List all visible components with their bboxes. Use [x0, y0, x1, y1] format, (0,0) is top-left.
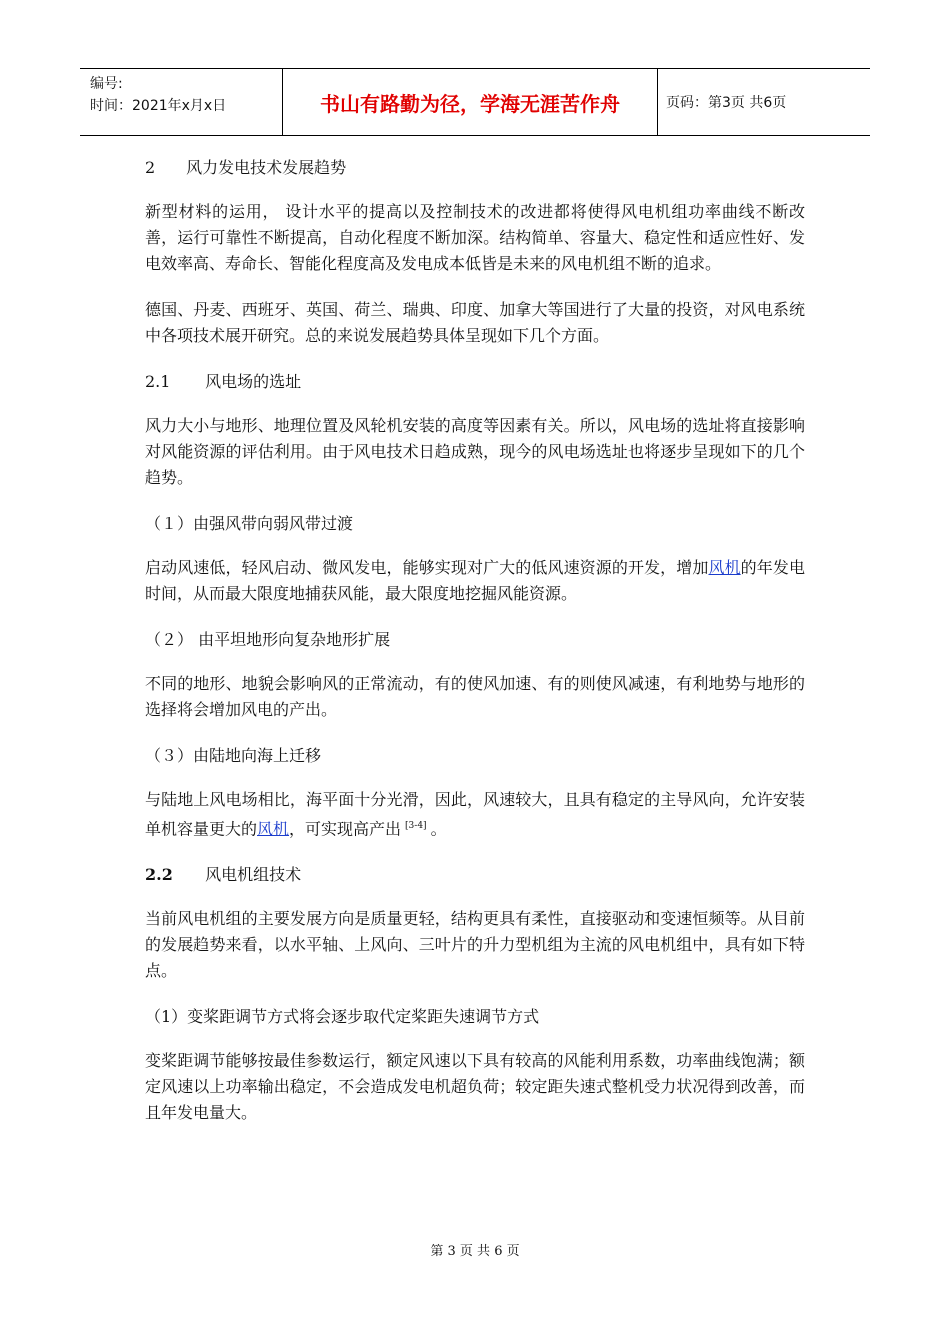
paragraph — [145, 555, 805, 607]
section-title: 风电场的选址 — [205, 372, 302, 391]
list-heading-3: （３）由陆地向海上迁移 — [145, 746, 322, 765]
header-motto: 书山有路勤为径，学海无涯苦作舟 — [282, 69, 658, 135]
text-span: 与陆地上风电场相比，海平面十分光滑，因此，风速较大，且具有稳定的主导风向，允许安装单机容量更大的 — [145, 790, 805, 839]
section-number: 2 — [145, 158, 156, 177]
wind-turbine-link[interactable]: 风机 — [708, 558, 741, 577]
header-meta — [80, 69, 282, 135]
text-span: 启动风速低，轻风启动、微风发电，能够实现对广大的低风速资源的开发，增加 — [145, 558, 709, 577]
section-heading-2-2 — [145, 862, 805, 888]
list-heading-1: （１）由强风带向弱风带过渡 — [145, 514, 354, 533]
section-heading-2-1 — [145, 369, 805, 395]
citation: [3-4] — [405, 821, 427, 831]
paragraph: 德国、丹麦、西班牙、英国、荷兰、瑞典、印度、加拿大等国进行了大量的投资，对风电系统中各项技术展开研究。总的来说发展趋势具体呈现如下几个方面。 — [145, 300, 805, 345]
section-title: 风力发电技术发展趋势 — [186, 158, 347, 177]
list-heading-2: （２） 由平坦地形向复杂地形扩展 — [145, 630, 391, 649]
paragraph: 不同的地形、地貌会影响风的正常流动，有的使风加速、有的则使风减速，有利地势与地形的选择将会增加风电的产出。 — [145, 674, 805, 719]
page-footer: 第 3 页 共 6 页 — [430, 1244, 520, 1259]
paragraph — [145, 787, 805, 842]
date-label: 时间：2021年x月x日 — [90, 98, 227, 114]
number-label: 编号: — [90, 76, 123, 92]
section-number: 2.1 — [145, 372, 171, 391]
header-page-info: 页码：第3页 共6页 — [666, 95, 787, 111]
page-header — [80, 68, 870, 136]
paragraph: 变桨距调节能够按最佳参数运行，额定风速以下具有较高的风能利用系数，功率曲线饱满；额定风速以上功率输出稳定，不会造成发电机超负荷；较定距失速式整机受力状况得到改善，而且年发电量大。 — [145, 1051, 805, 1123]
paragraph: 风力大小与地形、地理位置及风轮机安装的高度等因素有关。所以，风电场的选址将直接影响对风能资源的评估利用。由于风电技术日趋成熟，现今的风电场选址也将逐步呈现如下的几个趋势。 — [145, 416, 805, 487]
text-span: 。 — [430, 819, 447, 839]
list-heading-4: （1）变桨距调节方式将会逐步取代定桨距失速调节方式 — [145, 1007, 540, 1027]
section-heading-2 — [145, 155, 805, 181]
section-number: 2.2 — [145, 865, 173, 885]
text-span: 的年发电时间，从而最大限度地捕获风能，最大限度地挖掘风能资源。 — [145, 558, 805, 603]
section-title: 风电机组技术 — [205, 865, 302, 885]
paragraph: 当前风电机组的主要发展方向是质量更轻，结构更具有柔性，直接驱动和变速恒频等。从目前的发展趋势来看，以水平轴、上风向、三叶片的升力型机组为主流的风电机组中，具有如下特点。 — [145, 909, 805, 981]
wind-turbine-link[interactable]: 风机 — [257, 819, 290, 839]
text-span: ，可实现高产出 — [289, 819, 402, 839]
document-body — [145, 155, 805, 1146]
paragraph: 新型材料的运用， 设计水平的提高以及控制技术的改进都将使得风电机组功率曲线不断改善，运行可靠性不断提高，自动化程度不断加深。结构简单、容量大、稳定性和适应性好、发电效率高、寿命长、智能化程度高及发电成本低皆是未来的风电机组不断的追求。 — [145, 202, 805, 273]
